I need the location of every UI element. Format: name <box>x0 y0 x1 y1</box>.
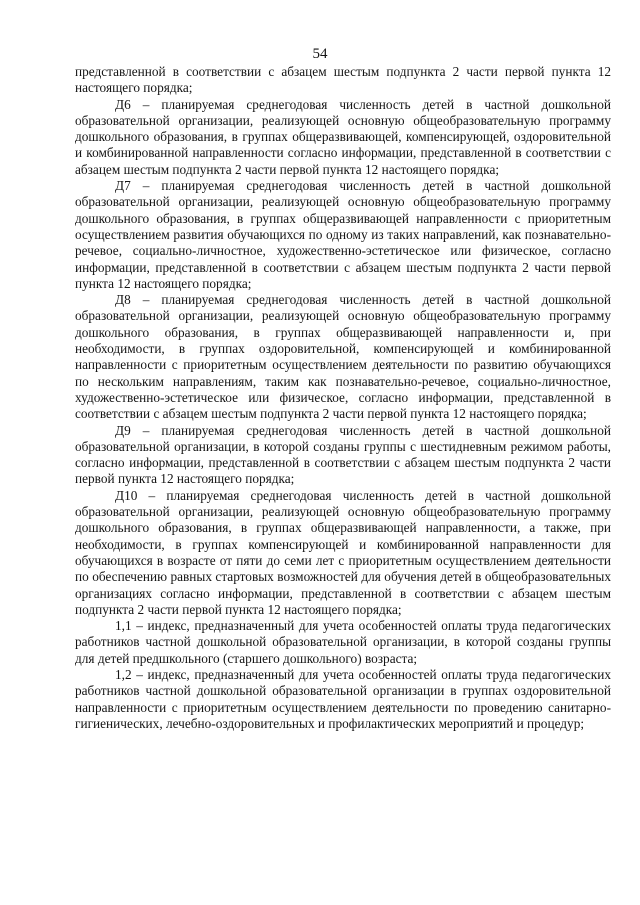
paragraph-continuation: представленной в соответствии с абзацем шестым подпункта 2 части первой пункта 12 настоящего порядка; <box>75 64 611 96</box>
paragraph-d6: Д6 – планируемая среднегодовая численность детей в частной дошкольной образовательной организации, реализующей основную общеобразовательную программу дошкольного образования, в группах общеразвивающей, компенсирующей, оздоровительной и комбинированной направленности согласно информации, представленной в соответствии с абзацем шестым подпункта 2 части первой пункта 12 настоящего порядка; <box>75 96 611 177</box>
page-number: 54 <box>312 46 328 62</box>
paragraph-d7: Д7 – планируемая среднегодовая численность детей в частной дошкольной образовательной организации, реализующей основную общеобразовательную программу дошкольного образования, в группах общеразвивающей направленности с приоритетным осуществлением развития обучающихся по одному из таких направлений, как познавательно-речевое, социально-личностное, художественно-эстетическое или физическое, согласно информации, представленной в соответствии с абзацем шестым подпункта 2 части первой пункта 12 настоящего порядка; <box>75 178 611 291</box>
paragraph-d9: Д9 – планируемая среднегодовая численность детей в частной дошкольной образовательной организации, в которой созданы группы с шестидневным режимом работы, согласно информации, представленной в соответствии с абзацем шестым подпункта 2 части первой пункта 12 настоящего порядка; <box>75 422 611 487</box>
paragraph-index-1-1: 1,1 – индекс, предназначенный для учета особенностей оплаты труда педагогических работников частной дошкольной образовательной организации, в которой созданы группы для детей предшкольного (старшего дошкольного) возраста; <box>75 618 611 666</box>
paragraph-d10: Д10 – планируемая среднегодовая численность детей в частной дошкольной образовательной организации, реализующей основную общеобразовательную программу дошкольного образования, в группах общеразвивающей направленности, а также, при необходимости, в группах компенсирующей и комбинированной направленности для обучающихся в возрасте от пяти до семи лет с приоритетным осуществлением деятельности по обеспечению равных стартовых возможностей для обучения детей в общеобразовательных организациях согласно информации, представленной в соответствии с абзацем шестым подпункта 2 части первой пункта 12 настоящего порядка; <box>75 487 611 617</box>
paragraph-d8: Д8 – планируемая среднегодовая численность детей в частной дошкольной образовательной организации, реализующей основную общеобразовательную программу дошкольного образования, в группах общеразвивающей направленности и, при необходимости, в группах оздоровительной, компенсирующей и комбинированной направленности с приоритетным осуществлением деятельности по развитию обучающихся по нескольким направлениям, таким как познавательно-речевое, социально-личностное, художественно-эстетическое или физическое, согласно информации, представленной в соответствии с абзацем шестым подпункта 2 части первой пункта 12 настоящего порядка; <box>75 292 611 422</box>
page-body <box>75 64 611 732</box>
paragraph-index-1-2: 1,2 – индекс, предназначенный для учета особенностей оплаты труда педагогических работников частной дошкольной образовательной организации в группах оздоровительной направленности с приоритетным осуществлением деятельности по проведению санитарно-гигиенических, лечебно-оздоровительных и профилактических мероприятий и процедур; <box>75 666 611 731</box>
